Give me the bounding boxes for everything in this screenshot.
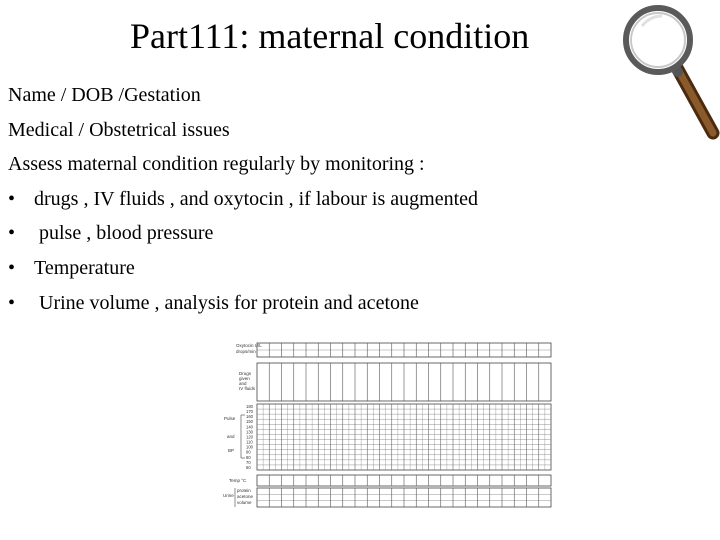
scale-label: 90: [246, 449, 251, 455]
scale-label: 150: [246, 419, 253, 425]
scale-label: 110: [246, 439, 253, 445]
label-temp: Temp °C: [229, 478, 247, 483]
scale-label: 120: [246, 434, 253, 440]
label-acetone: acetone: [237, 494, 254, 499]
label-volume: volume: [237, 500, 252, 505]
label-pulse: Pulse: [224, 416, 236, 421]
bullet-text: Urine volume , analysis for protein and acetone: [34, 291, 419, 314]
bullet-icon: •: [8, 222, 16, 245]
label-bp: BP: [228, 448, 235, 453]
label-drugs-and: and: [239, 381, 247, 386]
magnifying-glass-icon: [612, 0, 720, 145]
bullet-item-drugs: [8, 182, 608, 217]
scale-label: 100: [246, 444, 253, 450]
scale-label: 60: [246, 464, 251, 470]
bullet-text: pulse , blood pressure: [34, 222, 214, 245]
scale-label: 160: [246, 414, 253, 420]
scale-label: 70: [246, 459, 251, 465]
scale-label: 170: [246, 409, 253, 415]
scale-label: 80: [246, 454, 251, 460]
scale-label: 130: [246, 429, 253, 435]
bullet-item-pulse: [8, 216, 608, 251]
bullet-icon: •: [8, 187, 16, 210]
label-iv-fluids: IV fluids: [239, 386, 256, 391]
bullet-item-temperature: [8, 251, 608, 286]
bullet-icon: •: [8, 291, 16, 314]
label-protein: protein: [237, 488, 251, 493]
bullet-text: drugs , IV fluids , and oxytocin , if labour is augmented: [34, 187, 479, 210]
label-urine: Urine: [223, 493, 234, 498]
scale-label: 180: [246, 404, 253, 409]
scale-label: 140: [246, 424, 253, 430]
bullet-text: Temperature: [34, 256, 135, 279]
label-oxytocin-drops: drops/min: [236, 349, 256, 354]
text-line-assess: Assess maternal condition regularly by monitoring :: [8, 153, 425, 176]
text-line-medical-issues: Medical / Obstetrical issues: [8, 118, 230, 141]
label-drugs-given: given: [239, 376, 250, 381]
label-drugs: Drugs: [239, 371, 252, 376]
bullet-icon: •: [8, 256, 16, 279]
label-and: and: [227, 434, 235, 439]
text-line-patient-info: Name / DOB /Gestation: [8, 84, 201, 106]
slide-title: Part111: maternal condition: [130, 16, 530, 56]
partograph-chart: [223, 340, 553, 515]
label-oxytocin: Oxytocin U/L: [236, 343, 262, 348]
slide-body: [8, 78, 608, 320]
bullet-item-urine: [8, 286, 608, 321]
